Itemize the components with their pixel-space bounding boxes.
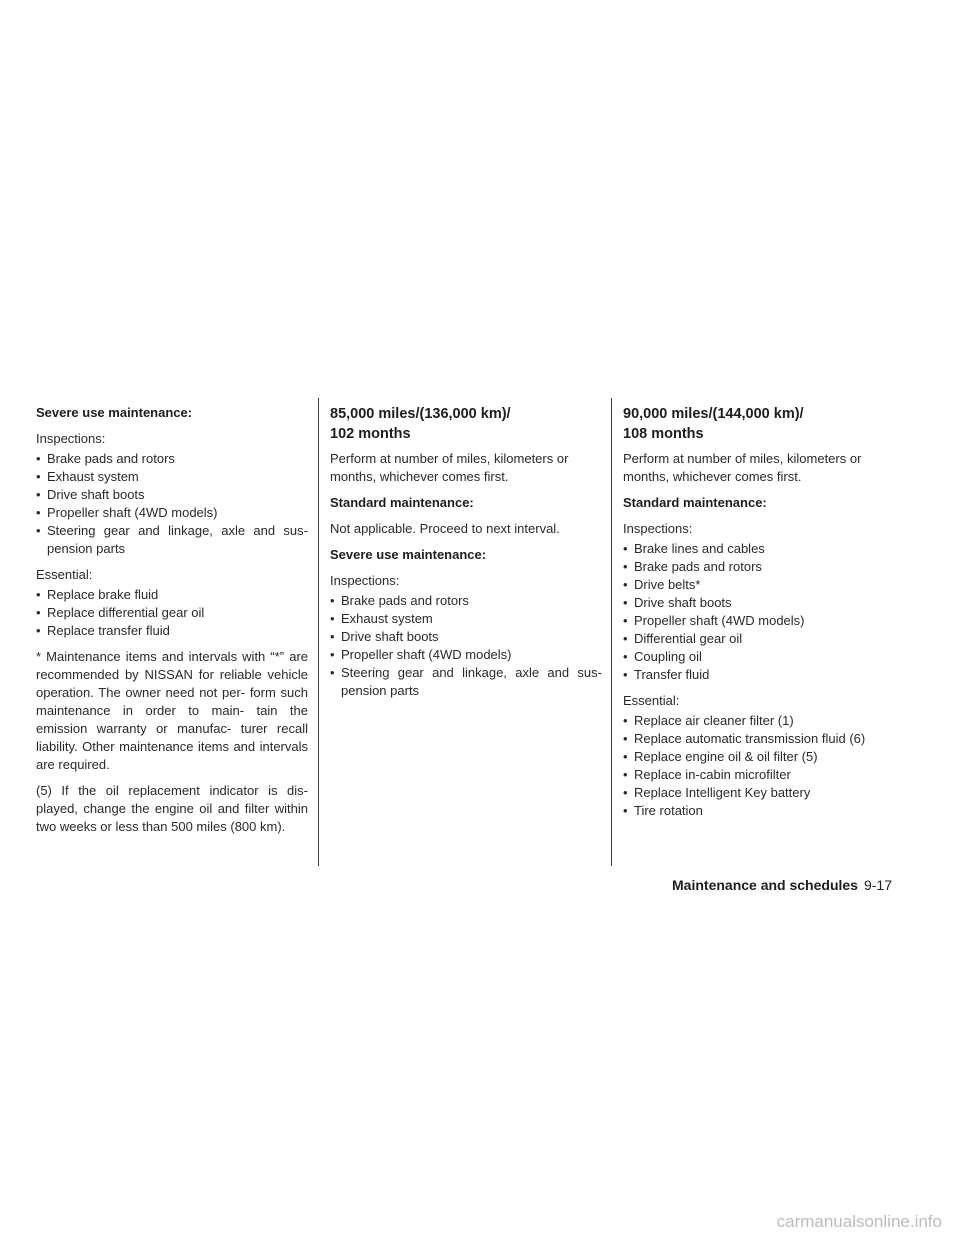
list-item: • Replace transfer fluid bbox=[36, 622, 308, 640]
site-watermark: carmanualsonline.info bbox=[776, 1212, 942, 1231]
interval-intro: Perform at number of miles, kilometers or months, whichever comes first. bbox=[330, 451, 569, 484]
inspections-label: Inspections: bbox=[623, 521, 693, 536]
list-item: • Exhaust system bbox=[330, 610, 602, 628]
list-item: • Replace Intelligent Key battery bbox=[623, 784, 895, 802]
list-item: • Tire rotation bbox=[623, 802, 895, 820]
standard-maintenance-heading: Standard maintenance: bbox=[623, 495, 767, 510]
standard-maintenance-text: Not applicable. Proceed to next interval. bbox=[330, 521, 560, 536]
inspections-list bbox=[36, 450, 308, 558]
section-title: Maintenance and schedules bbox=[672, 877, 858, 893]
list-item: • Drive shaft boots bbox=[623, 594, 895, 612]
column-divider-2 bbox=[611, 398, 612, 866]
interval-intro: Perform at number of miles, kilometers or months, whichever comes first. bbox=[623, 451, 862, 484]
list-item: • Brake lines and cables bbox=[623, 540, 895, 558]
list-item: • Propeller shaft (4WD models) bbox=[36, 504, 308, 522]
list-item: • Drive shaft boots bbox=[330, 628, 602, 646]
inspections-list bbox=[330, 592, 602, 700]
severe-use-heading: Severe use maintenance: bbox=[36, 405, 193, 420]
page-footer bbox=[672, 877, 892, 893]
asterisk-note: * Maintenance items and intervals with “*” are recommended by NISSAN for reliable vehicle operation. The owner need not per- form such maintenance in order to main- tain the emission warranty or manufac- turer recall liability. Other maintenance items and intervals are required. bbox=[36, 649, 308, 772]
essential-list bbox=[36, 586, 308, 640]
inspections-label: Inspections: bbox=[330, 573, 400, 588]
column-divider-1 bbox=[318, 398, 319, 866]
list-item: • Brake pads and rotors bbox=[623, 558, 895, 576]
interval-heading-90000: 90,000 miles/(144,000 km)/ 108 months bbox=[623, 406, 804, 442]
list-item: • Drive shaft boots bbox=[36, 486, 308, 504]
interval-heading-85000: 85,000 miles/(136,000 km)/ 102 months bbox=[330, 406, 511, 442]
column-2 bbox=[330, 404, 602, 708]
list-item: • Replace air cleaner filter (1) bbox=[623, 712, 895, 730]
list-item: • Steering gear and linkage, axle and sus- pension parts bbox=[330, 664, 602, 700]
list-item: • Differential gear oil bbox=[623, 630, 895, 648]
list-item: • Exhaust system bbox=[36, 468, 308, 486]
oil-indicator-note: (5) If the oil replacement indicator is dis- played, change the engine oil and filter within two weeks or less than 500 miles (800 km). bbox=[36, 783, 308, 834]
list-item: • Replace automatic transmission fluid (6) bbox=[623, 730, 895, 748]
essential-list bbox=[623, 712, 895, 820]
list-item: • Replace differential gear oil bbox=[36, 604, 308, 622]
inspections-label: Inspections: bbox=[36, 431, 106, 446]
list-item: • Propeller shaft (4WD models) bbox=[330, 646, 602, 664]
severe-use-heading: Severe use maintenance: bbox=[330, 547, 487, 562]
page-number: 9-17 bbox=[863, 877, 892, 893]
column-3 bbox=[623, 404, 895, 828]
list-item: • Brake pads and rotors bbox=[330, 592, 602, 610]
list-item: • Steering gear and linkage, axle and sus- pension parts bbox=[36, 522, 308, 558]
list-item: • Transfer fluid bbox=[623, 666, 895, 684]
essential-label: Essential: bbox=[36, 567, 93, 582]
list-item: • Replace engine oil & oil filter (5) bbox=[623, 748, 895, 766]
essential-label: Essential: bbox=[623, 693, 680, 708]
list-item: • Coupling oil bbox=[623, 648, 895, 666]
inspections-list bbox=[623, 540, 895, 684]
list-item: • Replace brake fluid bbox=[36, 586, 308, 604]
list-item: • Brake pads and rotors bbox=[36, 450, 308, 468]
standard-maintenance-heading: Standard maintenance: bbox=[330, 495, 474, 510]
list-item: • Drive belts* bbox=[623, 576, 895, 594]
list-item: • Replace in-cabin microfilter bbox=[623, 766, 895, 784]
column-1 bbox=[36, 404, 308, 844]
list-item: • Propeller shaft (4WD models) bbox=[623, 612, 895, 630]
